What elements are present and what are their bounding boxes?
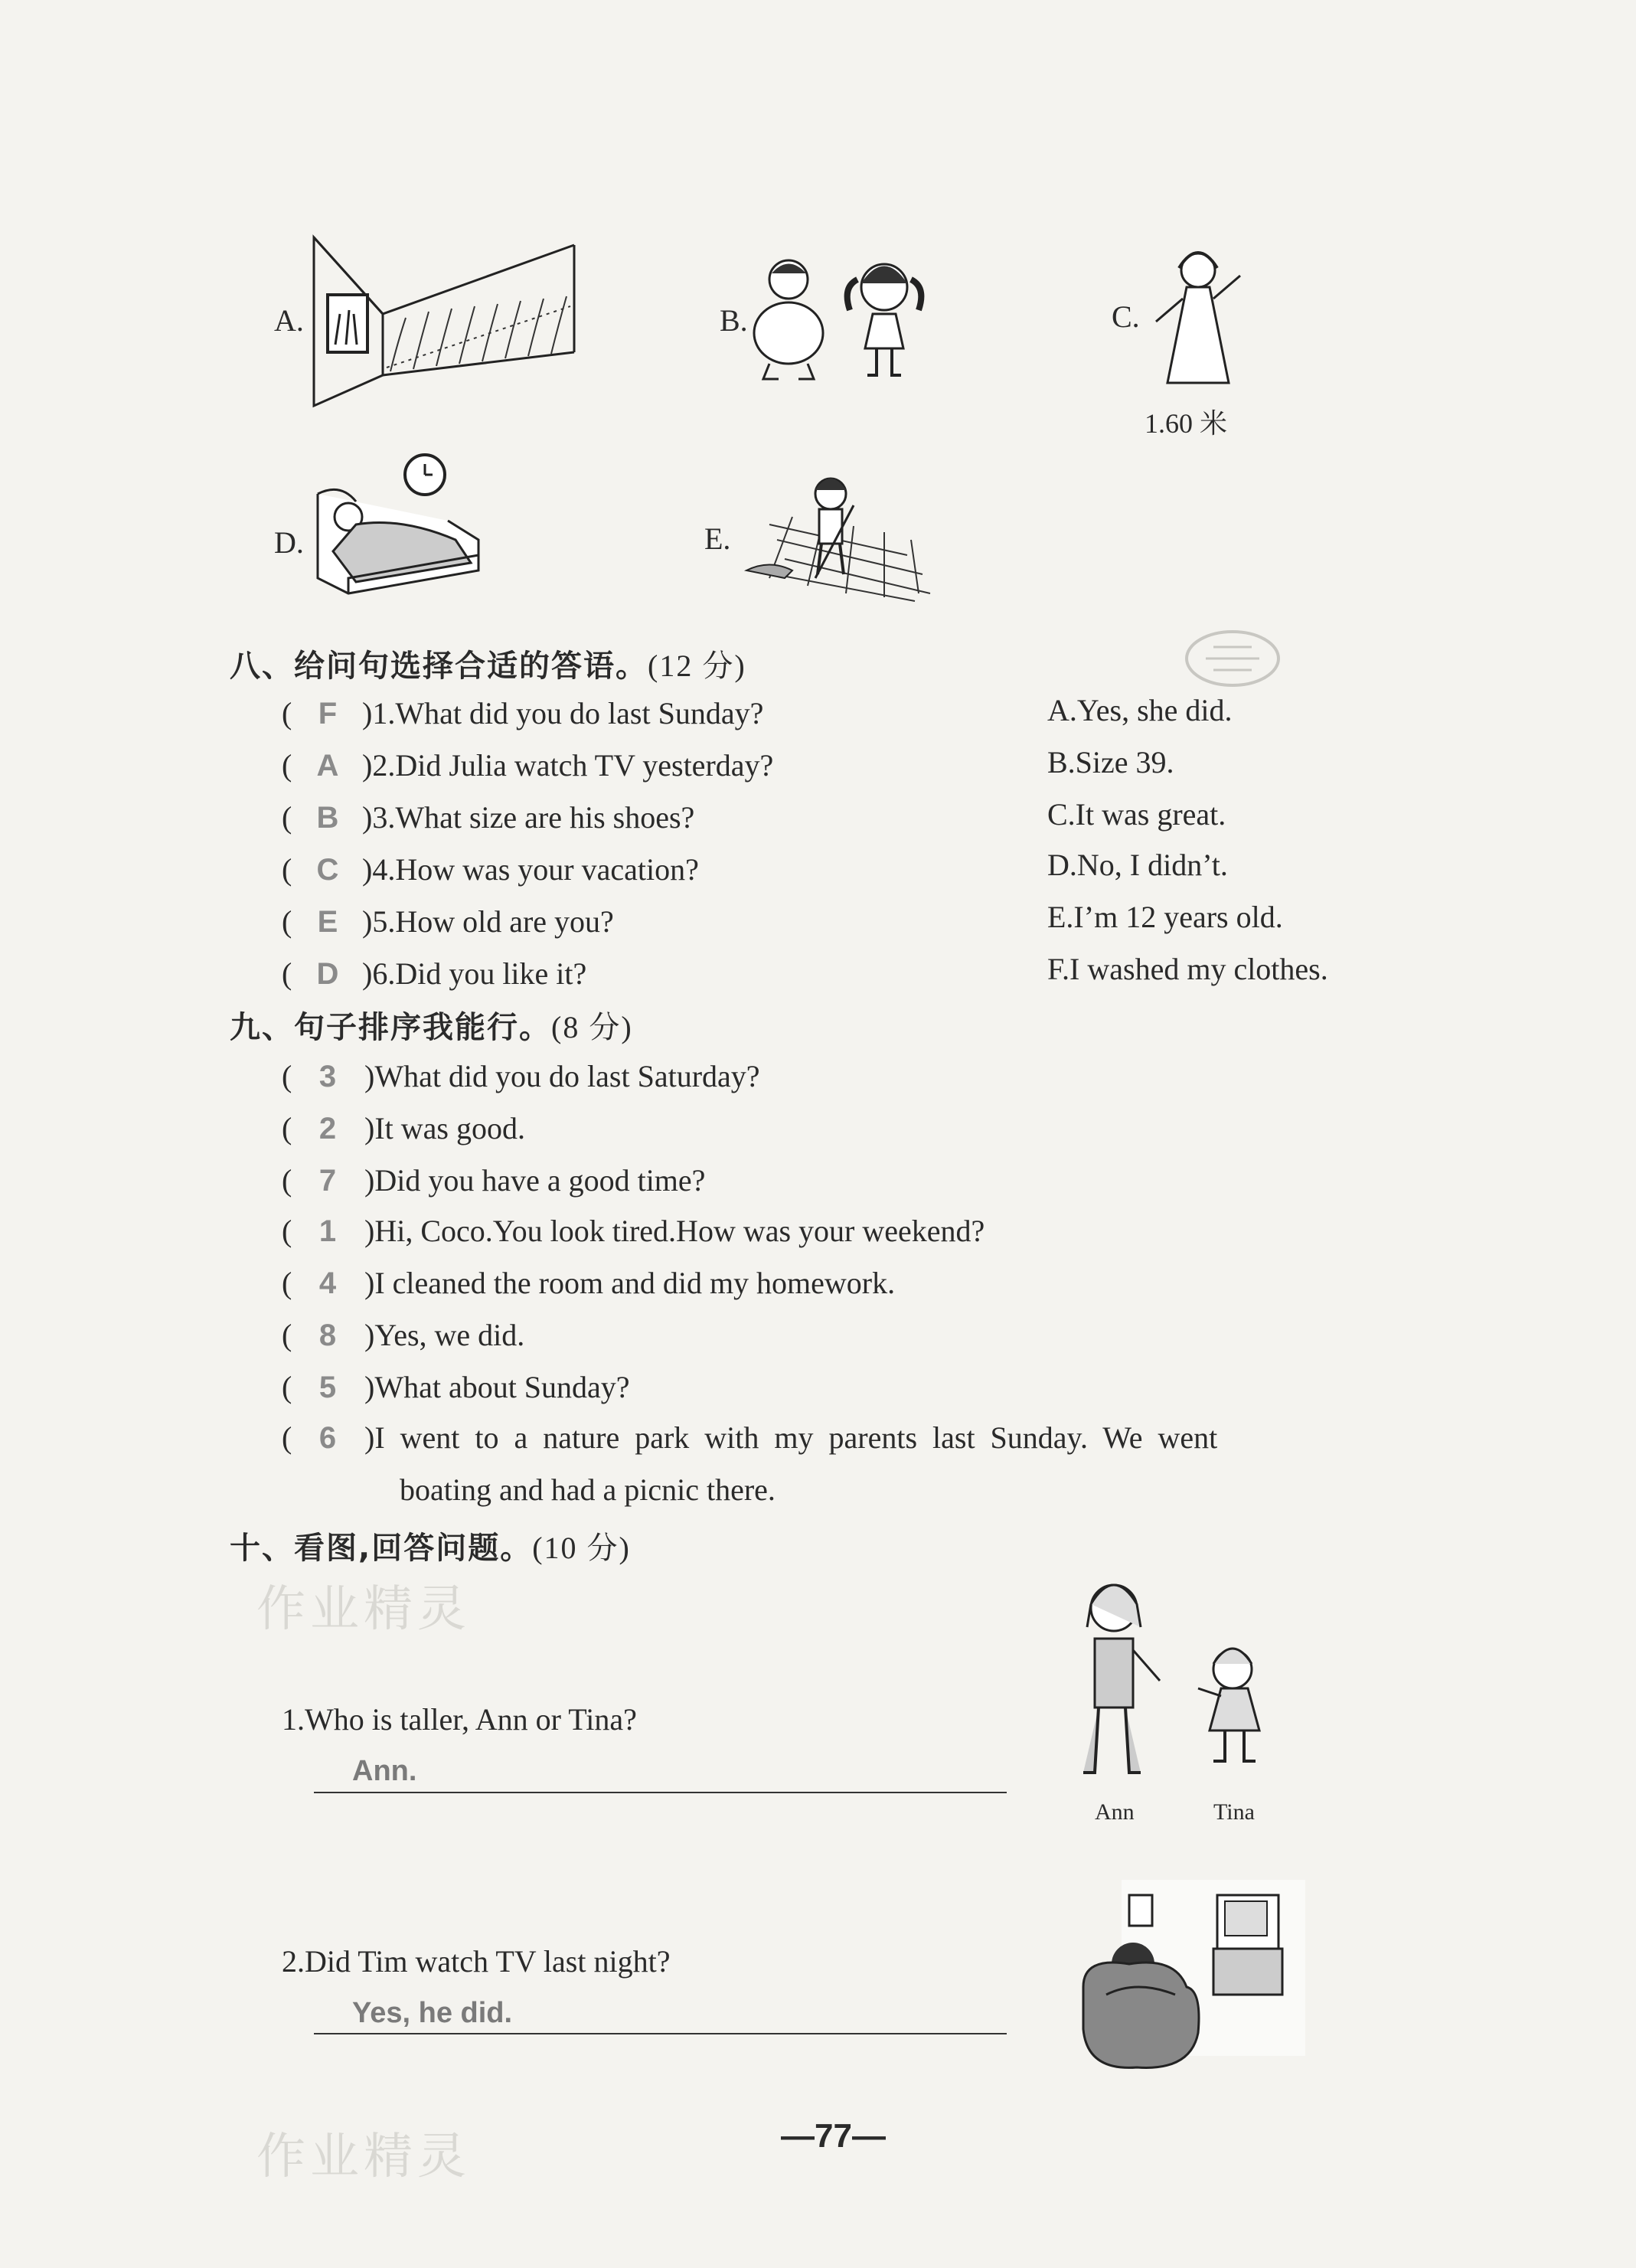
sentence-text: )What about Sunday? xyxy=(364,1370,630,1404)
paren-open: ( xyxy=(282,852,292,887)
question-2: )2.Did Julia watch TV yesterday? xyxy=(362,748,774,783)
ann-and-tina-illustration xyxy=(1068,1574,1298,1796)
section-8-title: 八、给问句选择合适的答语。(12 分) xyxy=(230,649,746,684)
order-number: 3 xyxy=(318,1060,337,1093)
question-4: )4.How was your vacation? xyxy=(362,852,699,887)
stamp-mark xyxy=(1183,628,1282,689)
label-ann: Ann xyxy=(1095,1799,1135,1825)
question-1-text: 1.Who is taller, Ann or Tina? xyxy=(282,1702,637,1737)
answer-5: E xyxy=(317,905,338,939)
answer-4: C xyxy=(316,853,339,887)
question-1: )1.What did you do last Sunday? xyxy=(362,696,764,730)
paren-open: ( xyxy=(282,800,292,835)
picture-d-sleeping-in-bed xyxy=(310,452,486,597)
picture-e-boy-mopping-floor xyxy=(739,471,938,601)
answer-3: B xyxy=(316,801,339,835)
paren-open: ( xyxy=(282,1370,292,1404)
answer-line-1 xyxy=(314,1792,1007,1793)
question-6: )6.Did you like it? xyxy=(362,956,587,991)
section-10-title: 十、看图,回答问题。(10 分) xyxy=(230,1531,631,1566)
option-e: E.I’m 12 years old. xyxy=(1047,900,1283,934)
sentence-text: )I cleaned the room and did my homework. xyxy=(364,1266,896,1300)
option-f: F.I washed my clothes. xyxy=(1047,952,1328,986)
sentence-text: )I went to a nature park with my parents last Sunday. We went xyxy=(364,1420,1218,1455)
sentence-text: )Did you have a good time? xyxy=(364,1163,706,1198)
question-2-text: 2.Did Tim watch TV last night? xyxy=(282,1944,671,1979)
picture-d-label: D. xyxy=(274,525,304,560)
question-3: )3.What size are his shoes? xyxy=(362,800,695,835)
sentence-text: )Hi, Coco.You look tired.How was your weekend? xyxy=(364,1214,985,1248)
question-2-answer: Yes, he did. xyxy=(352,1997,513,2029)
paren-open: ( xyxy=(282,956,292,991)
order-number: 5 xyxy=(318,1371,337,1404)
order-number: 6 xyxy=(318,1421,337,1455)
paren-open: ( xyxy=(282,1318,292,1352)
question-5: )5.How old are you? xyxy=(362,904,614,939)
paren-open: ( xyxy=(282,1111,292,1145)
sentence-text: )It was good. xyxy=(364,1111,525,1145)
order-number: 8 xyxy=(318,1319,337,1352)
answer-1: F xyxy=(318,697,338,730)
picture-c-height-caption: 1.60 米 xyxy=(1145,408,1228,439)
order-number: 2 xyxy=(318,1112,337,1145)
watermark: 作业精灵 xyxy=(256,1581,471,1638)
page-number: —77— xyxy=(781,2117,886,2155)
answer-line-2 xyxy=(314,2033,1007,2034)
paren-open: ( xyxy=(282,1059,292,1093)
paren-open: ( xyxy=(282,1420,292,1455)
picture-b-label: B. xyxy=(720,303,748,338)
order-number: 7 xyxy=(318,1164,337,1198)
answer-6: D xyxy=(316,957,339,991)
paren-open: ( xyxy=(282,904,292,939)
paren-open: ( xyxy=(282,696,292,730)
picture-b-boy-and-girl xyxy=(750,257,965,387)
picture-c-label: C. xyxy=(1112,299,1140,334)
order-number: 1 xyxy=(318,1214,337,1248)
paren-open: ( xyxy=(282,1163,292,1198)
section-9-title: 九、句子排序我能行。(8 分) xyxy=(230,1010,633,1045)
paren-open: ( xyxy=(282,748,292,783)
picture-a-label: A. xyxy=(274,303,304,338)
option-b: B.Size 39. xyxy=(1047,745,1174,779)
sentence-text: )What did you do last Saturday? xyxy=(364,1059,760,1093)
paren-open: ( xyxy=(282,1266,292,1300)
option-a: A.Yes, she did. xyxy=(1047,693,1233,727)
picture-e-label: E. xyxy=(704,521,731,556)
question-1-answer: Ann. xyxy=(352,1755,417,1787)
order-number: 4 xyxy=(318,1266,337,1300)
option-c: C.It was great. xyxy=(1047,797,1226,832)
sentence-text: )Yes, we did. xyxy=(364,1318,525,1352)
sentence-text-continued: boating and had a picnic there. xyxy=(400,1472,776,1507)
option-d: D.No, I didn’t. xyxy=(1047,848,1228,882)
paren-open: ( xyxy=(282,1214,292,1248)
watermark-bottom: 作业精灵 xyxy=(256,2129,471,2185)
answer-2: A xyxy=(316,749,339,783)
picture-c-girl-in-dress xyxy=(1148,249,1248,391)
label-tina: Tina xyxy=(1213,1799,1255,1825)
picture-a-room-curtain xyxy=(314,237,574,413)
tim-watching-tv-illustration xyxy=(1076,1880,1305,2079)
